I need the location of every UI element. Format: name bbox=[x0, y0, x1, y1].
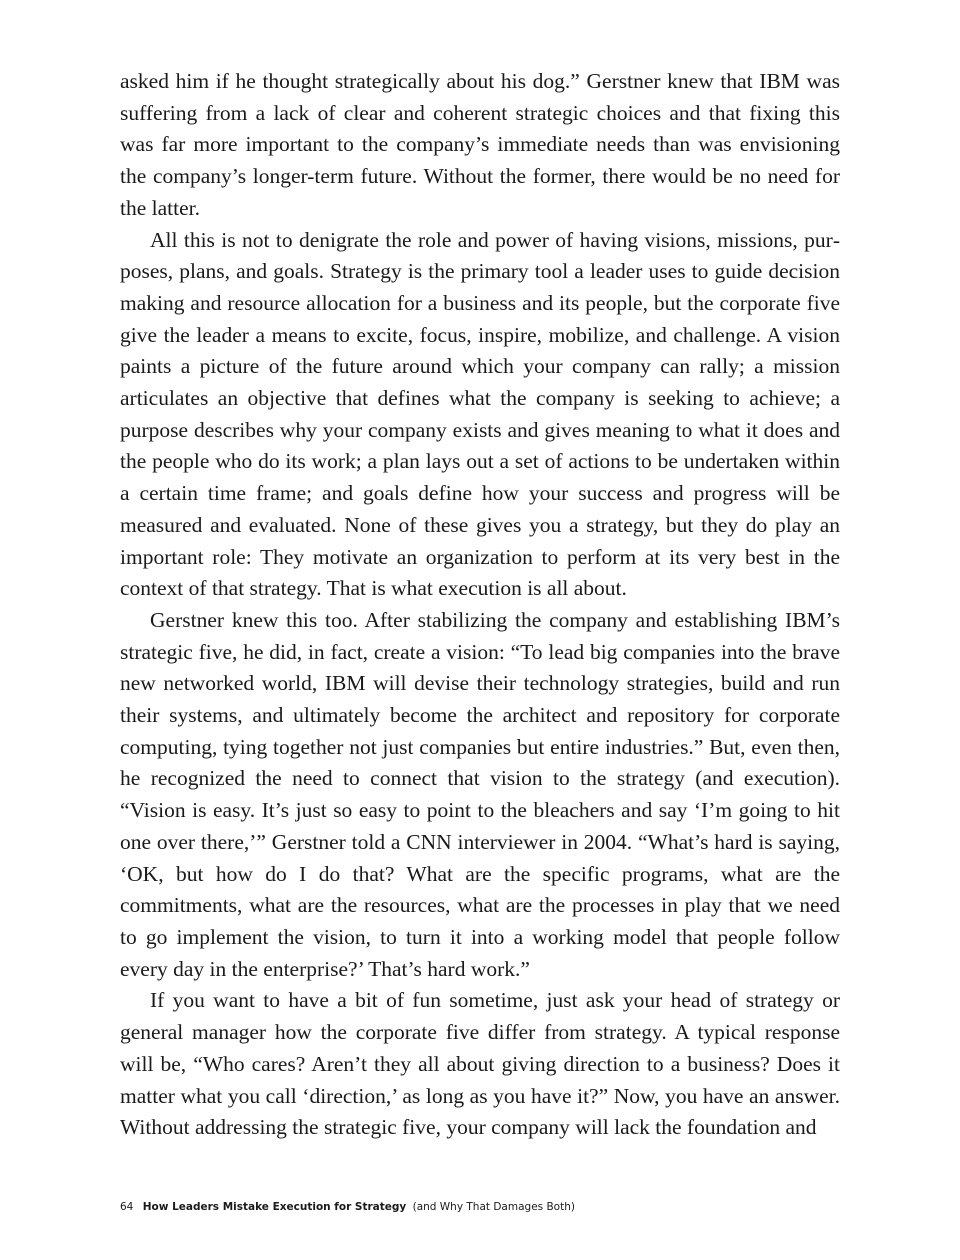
body-text bbox=[120, 66, 840, 1144]
paragraph-gerstner-vision: Gerstner knew this too. After stabilizing the company and establishing IBM’s strategic five, he did, in fact, create a vision: “To lead big companies into the brave new networked world, IBM will devise their technology strategies, build and run their systems, and ultimately become the architect and repository for corporate computing, tying together not just companies but entire industries.” But, even then, he recognized the need to connect that vision to the strategy (and execution). “Vision is easy. It’s just so easy to point to the bleachers and say ‘I’m going to hit one over there,’” Gerstner told a CNN interviewer in 2004. “What’s hard is saying, ‘OK, but how do I do that? What are the specific programs, what are the commitments, what are the resources, what are the processes in play that we need to go implement the vision, to turn it into a working model that people follow every day in the enterprise?’ That’s hard work.” bbox=[120, 607, 840, 981]
running-subtitle: (and Why That Damages Both) bbox=[412, 1201, 575, 1213]
running-title: How Leaders Mistake Execution for Strategy bbox=[142, 1201, 407, 1213]
page-footer bbox=[120, 1201, 575, 1213]
page-number: 64 bbox=[120, 1201, 134, 1213]
paragraph-head-of-strategy: If you want to have a bit of fun sometime, just ask your head of strategy or general manager how the corporate five differ from strategy. A typical response will be, “Who cares? Aren’t they all about giving direction to a business? Does it matter what you call ‘direction,’ as long as you have it?” Now, you have an answer. Without addressing the strategic five, your company will lack the foundation and bbox=[120, 988, 840, 1140]
paragraph-continuation: asked him if he thought strategically about his dog.” Gerstner knew that IBM was suffering from a lack of clear and coherent strategic choices and that fixing this was far more important to the company’s immediate needs than was envisioning the company’s longer-term future. Without the former, there would be no need for the latter. bbox=[120, 69, 840, 220]
paragraph-corporate-five: All this is not to denigrate the role and power of having visions, missions, purposes, plans, and goals. Strategy is the primary tool a leader uses to guide decision making and resource allocation for a business and its people, but the corporate five give the leader a means to excite, focus, inspire, mobilize, and challenge. A vision paints a picture of the future around which your company can rally; a mission articulates an objective that defines what the company is seeking to achieve; a purpose describes why your company exists and gives meaning to what it does and the people who do its work; a plan lays out a set of actions to be undertaken within a certain time frame; and goals define how your success and progress will be measured and evaluated. None of these gives you a strategy, but they do play an important role: They motivate an organization to perform at its very best in the context of that strategy. That is what execution is all about. bbox=[120, 227, 840, 601]
